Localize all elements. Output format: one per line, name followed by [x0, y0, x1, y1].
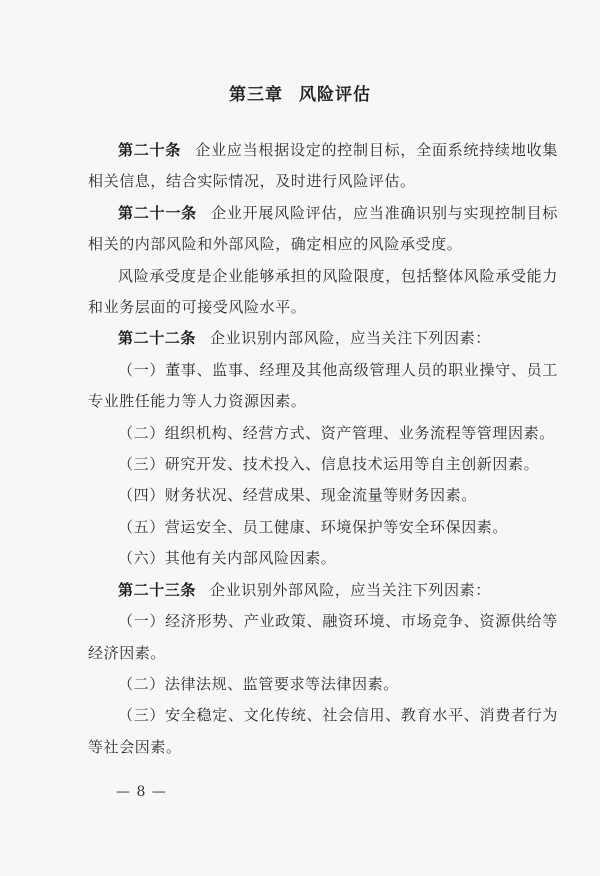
paragraph: [88, 669, 558, 700]
chapter-name: 风险评估: [299, 85, 371, 105]
chapter-title: [0, 80, 600, 105]
paragraph-text: （一）经济形势、产业政策、融资环境、市场竞争、资源供给等经济因素。: [88, 612, 558, 662]
article-number: 第二十条: [118, 141, 182, 159]
paragraph-text: （六）其他有关内部风险因素。: [118, 549, 337, 568]
paragraph-text: （五）营运安全、员工健康、环境保护等安全环保因素。: [118, 517, 509, 536]
paragraph: [88, 543, 558, 574]
paragraph-text: （二）法律法规、监管要求等法律因素。: [118, 674, 399, 693]
paragraph: [88, 323, 558, 354]
paragraph-text: 企业识别内部风险，应当关注下列因素：: [210, 329, 491, 348]
paragraph-text: （三）安全稳定、文化传统、社会信用、教育水平、消费者行为等社会因素。: [88, 706, 558, 756]
paragraph: [88, 449, 558, 480]
article-number: 第二十一条: [118, 203, 197, 222]
paragraph-text: （一）董事、监事、经理及其他高级管理人员的职业操守、员工专业胜任能力等人力资源因素。: [88, 360, 558, 411]
paragraph: [88, 512, 558, 543]
paragraph: [88, 606, 558, 669]
paragraph-text: （三）研究开发、技术投入、信息技术运用等自主创新因素。: [118, 455, 540, 474]
document-body: [88, 135, 558, 763]
paragraph: [88, 480, 558, 511]
paragraph: [88, 418, 558, 449]
paragraph: [88, 355, 558, 418]
paragraph: [88, 198, 558, 261]
article-number: 第二十二条: [118, 329, 197, 348]
paragraph: [88, 261, 558, 324]
paragraph-text: 企业识别外部风险，应当关注下列因素：: [210, 580, 491, 599]
paragraph: [88, 700, 558, 763]
paragraph-text: （四）财务状况、经营成果、现金流量等财务因素。: [118, 486, 477, 505]
page-number: — 8 —: [116, 784, 167, 800]
article-number: 第二十三条: [118, 580, 197, 599]
paragraph-text: 风险承受度是企业能够承担的风险限度，包括整体风险承受能力和业务层面的可接受风险水平。: [88, 266, 558, 317]
paragraph-text: （二）组织机构、经营方式、资产管理、业务流程等管理因素。: [118, 423, 555, 442]
paragraph: [88, 575, 558, 606]
paragraph: [88, 135, 558, 198]
chapter-number: 第三章: [229, 85, 283, 105]
paragraph-text: 企业应当根据设定的控制目标，全面系统持续地收集相关信息，结合实际情况，及时进行风险评估。: [88, 141, 558, 191]
paragraph-text: 企业开展风险评估，应当准确识别与实现控制目标相关的内部风险和外部风险，确定相应的风险承受度。: [88, 203, 558, 254]
